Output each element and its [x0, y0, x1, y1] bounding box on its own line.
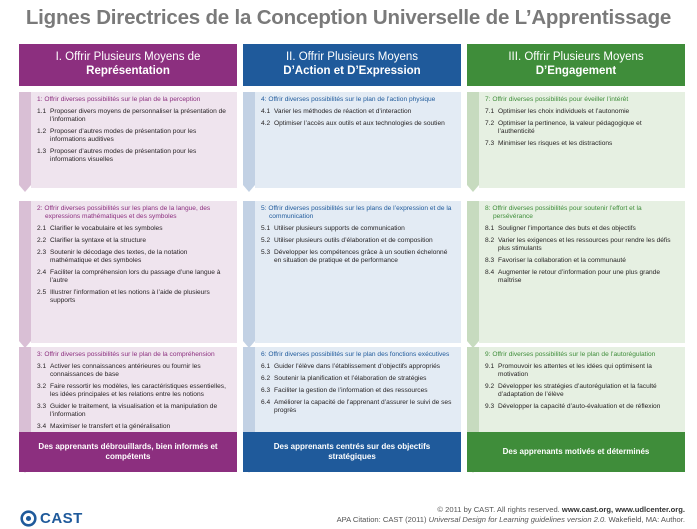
checkpoint	[261, 399, 455, 415]
checkpoint-text: Augmenter le retour d’information pour une plus grande maîtrise	[498, 269, 661, 284]
checkpoint	[37, 383, 231, 399]
column-header	[243, 44, 461, 86]
checkpoint-number: 9.1	[485, 363, 495, 370]
checkpoint-text: Guider le traitement, la visualisation et la manipulation de l’information	[50, 403, 218, 418]
guideline-block	[19, 92, 237, 192]
checkpoint	[485, 140, 679, 148]
page-title: Lignes Directrices de la Conception Universelle de L’Apprentissage	[25, 6, 672, 29]
checkpoint-text: Développer la capacité d’auto-évaluation et de réflexion	[498, 403, 661, 410]
column-engagement	[467, 44, 685, 410]
checkpoint-number: 1.1	[37, 108, 47, 115]
checkpoint-text: Utiliser plusieurs supports de communication	[274, 225, 405, 232]
principle-heading: 2: Offrir diverses possibilités sur les plans de la langue, des expressions mathématiques et des symboles	[37, 205, 211, 220]
checkpoint	[37, 237, 231, 245]
checkpoint-text: Maximiser le transfert et la généralisation	[50, 423, 171, 430]
checkpoint	[261, 108, 455, 116]
checkpoint-text: Minimiser les risques et les distractions	[498, 140, 613, 147]
checkpoint-text: Varier les méthodes de réaction et d’interaction	[274, 108, 412, 115]
checkpoint-text: Illustrer l’information et les notions à l’aide de plusieurs supports	[50, 289, 210, 304]
checkpoint-text: Optimiser l’accès aux outils et aux technologies de soutien	[274, 120, 445, 127]
checkpoint	[485, 403, 679, 411]
citation-line	[337, 515, 685, 525]
guideline-block	[467, 201, 685, 348]
checkpoint	[485, 108, 679, 116]
guideline-box	[255, 92, 461, 188]
checkpoint-text: Proposer d’autres modes de présentation pour les informations visuelles	[50, 148, 197, 163]
header-line1: I. Offrir Plusieurs Moyens de	[55, 51, 201, 63]
checkpoint	[37, 148, 231, 164]
outcome-banner: Des apprenants motivés et déterminés	[467, 432, 685, 472]
outcome-banner: Des apprenants débrouillards, bien informés et compétents	[19, 432, 237, 472]
citation-suffix: Wakefield, MA: Author.	[608, 515, 685, 524]
guideline-block	[467, 92, 685, 192]
checkpoint-text: Promouvoir les attentes et les idées qui optimisent la motivation	[498, 363, 652, 378]
copyright-line	[337, 505, 685, 515]
checkpoint	[37, 289, 231, 305]
guideline-block	[243, 92, 461, 192]
checkpoint-text: Clarifier le vocabulaire et les symboles	[50, 225, 163, 232]
header-line1: III. Offrir Plusieurs Moyens	[508, 51, 644, 63]
guideline-block	[243, 201, 461, 348]
checkpoint	[485, 363, 679, 379]
citation-title: Universal Design for Learning guidelines version 2.0.	[428, 515, 607, 524]
checkpoint-number: 8.1	[485, 225, 495, 232]
principle-heading: 8: Offrir diverses possibilités pour soutenir l’effort et la persévérance	[485, 205, 642, 220]
header-line2: D’Action et D’Expression	[283, 64, 421, 77]
checkpoint-number: 1.3	[37, 148, 47, 155]
guideline-box	[479, 201, 685, 343]
checkpoint-number: 2.4	[37, 269, 47, 276]
checkpoint-number: 6.2	[261, 375, 271, 382]
checkpoint-number: 9.2	[485, 383, 495, 390]
copyright-notice	[337, 505, 685, 525]
checkpoint-number: 4.1	[261, 108, 271, 115]
column-header	[19, 44, 237, 86]
checkpoint-number: 6.4	[261, 399, 271, 406]
checkpoint	[485, 120, 679, 136]
checkpoint-number: 1.2	[37, 128, 47, 135]
checkpoint	[261, 225, 455, 233]
column-action-expression	[243, 44, 461, 414]
column-representation	[19, 44, 237, 430]
checkpoint-number: 4.2	[261, 120, 271, 127]
logo-text: CAST	[40, 510, 83, 527]
copyright-text: © 2011 by CAST. All rights reserved.	[437, 505, 560, 514]
principle-heading: 3: Offrir diverses possibilités sur le plan de la compréhension	[37, 351, 215, 358]
checkpoint	[261, 237, 455, 245]
checkpoint	[37, 423, 231, 431]
header-line2: Représentation	[86, 64, 170, 77]
checkpoint-text: Guider l’élève dans l’établissement d’objectifs appropriés	[274, 363, 441, 370]
checkpoint-text: Souligner l’importance des buts et des objectifs	[498, 225, 636, 232]
checkpoint-number: 5.1	[261, 225, 271, 232]
checkpoint-text: Faire ressortir les modèles, les caractéristiques essentielles, les idées principales et les relations entre les notions	[50, 383, 226, 398]
guideline-box	[31, 92, 237, 188]
checkpoint-number: 2.5	[37, 289, 47, 296]
checkpoint-number: 3.4	[37, 423, 47, 430]
checkpoint	[37, 128, 231, 144]
checkpoint-text: Clarifier la syntaxe et la structure	[50, 237, 147, 244]
checkpoint-text: Proposer d’autres modes de présentation pour les informations auditives	[50, 128, 197, 143]
outcome-banner: Des apprenants centrés sur des objectifs stratégiques	[243, 432, 461, 472]
checkpoint-number: 9.3	[485, 403, 495, 410]
principle-heading: 6: Offrir diverses possibilités sur le plan des fonctions exécutives	[261, 351, 450, 358]
principle-heading: 7: Offrir diverses possibilités pour éveiller l’intérêt	[485, 96, 629, 103]
guideline-box	[479, 92, 685, 188]
checkpoint-text: Faciliter la gestion de l’information et des ressources	[274, 387, 428, 394]
checkpoint-text: Utiliser plusieurs outils d’élaboration et de composition	[274, 237, 433, 244]
checkpoint	[485, 383, 679, 399]
checkpoint-number: 2.3	[37, 249, 47, 256]
guideline-box	[255, 201, 461, 343]
checkpoint	[37, 269, 231, 285]
checkpoint-text: Développer les stratégies d’autorégulation et la faculté d’adaptation de l’élève	[498, 383, 657, 398]
checkpoint-number: 7.1	[485, 108, 495, 115]
checkpoint-number: 8.2	[485, 237, 495, 244]
checkpoint-text: Améliorer la capacité de l’apprenant d’assurer le suivi de ses progrès	[274, 399, 452, 414]
checkpoint-text: Soutenir le décodage des textes, de la notation mathématique et des symboles	[50, 249, 188, 264]
checkpoint	[261, 387, 455, 395]
checkpoint-text: Faciliter la compréhension lors du passage d’une langue à l’autre	[50, 269, 221, 284]
principle-heading: 4: Offrir diverses possibilités sur le plan de l’action physique	[261, 96, 436, 103]
checkpoint	[485, 269, 679, 285]
website-links[interactable]: www.cast.org, www.udlcenter.org.	[561, 505, 685, 514]
checkpoint	[37, 363, 231, 379]
header-line1: II. Offrir Plusieurs Moyens	[285, 51, 419, 63]
checkpoint	[261, 120, 455, 128]
checkpoint	[261, 249, 455, 265]
header-line2: D’Engagement	[535, 64, 617, 77]
checkpoint-text: Activer les connaissances antérieures ou fournir les connaissances de base	[50, 363, 201, 378]
checkpoint	[485, 225, 679, 233]
checkpoint	[261, 375, 455, 383]
checkpoint-number: 2.1	[37, 225, 47, 232]
checkpoint-text: Proposer divers moyens de personnaliser la présentation de l’information	[50, 108, 226, 123]
checkpoint-number: 7.2	[485, 120, 495, 127]
checkpoint	[485, 237, 679, 253]
checkpoint-text: Optimiser la pertinence, la valeur pédagogique et l’authenticité	[498, 120, 642, 135]
checkpoint-number: 8.4	[485, 269, 495, 276]
cast-logo-icon	[20, 510, 37, 527]
checkpoint-text: Développer les compétences grâce à un soutien échelonné en situation de pratique et de performance	[274, 249, 448, 264]
checkpoint	[261, 363, 455, 371]
checkpoint-number: 2.2	[37, 237, 47, 244]
guideline-box	[31, 201, 237, 343]
checkpoint-number: 3.2	[37, 383, 47, 390]
checkpoint-number: 3.1	[37, 363, 47, 370]
checkpoint-number: 5.2	[261, 237, 271, 244]
checkpoint-number: 7.3	[485, 140, 495, 147]
checkpoint-text: Optimiser les choix individuels et l’autonomie	[498, 108, 630, 115]
checkpoint	[37, 249, 231, 265]
checkpoint	[37, 108, 231, 124]
cast-logo	[20, 510, 83, 527]
checkpoint	[485, 257, 679, 265]
checkpoint-number: 6.1	[261, 363, 271, 370]
checkpoint-text: Favoriser la collaboration et la communauté	[498, 257, 626, 264]
principle-heading: 9: Offrir diverses possibilités sur le plan de l’autorégulation	[485, 351, 656, 358]
principle-heading: 5: Offrir diverses possibilités sur les plans de l’expression et de la communication	[261, 205, 452, 220]
principle-heading: 1: Offrir diverses possibilités sur le plan de la perception	[37, 96, 201, 103]
checkpoint-number: 8.3	[485, 257, 495, 264]
checkpoint-number: 3.3	[37, 403, 47, 410]
guideline-block	[19, 201, 237, 348]
checkpoint-number: 6.3	[261, 387, 271, 394]
column-header	[467, 44, 685, 86]
checkpoint-number: 5.3	[261, 249, 271, 256]
citation-prefix: APA Citation: CAST (2011)	[336, 515, 427, 524]
checkpoint	[37, 225, 231, 233]
checkpoint-text: Varier les exigences et les ressources pour rendre les défis plus stimulants	[498, 237, 671, 252]
checkpoint-text: Soutenir la planification et l’élaboration de stratégies	[274, 375, 427, 382]
checkpoint	[37, 403, 231, 419]
